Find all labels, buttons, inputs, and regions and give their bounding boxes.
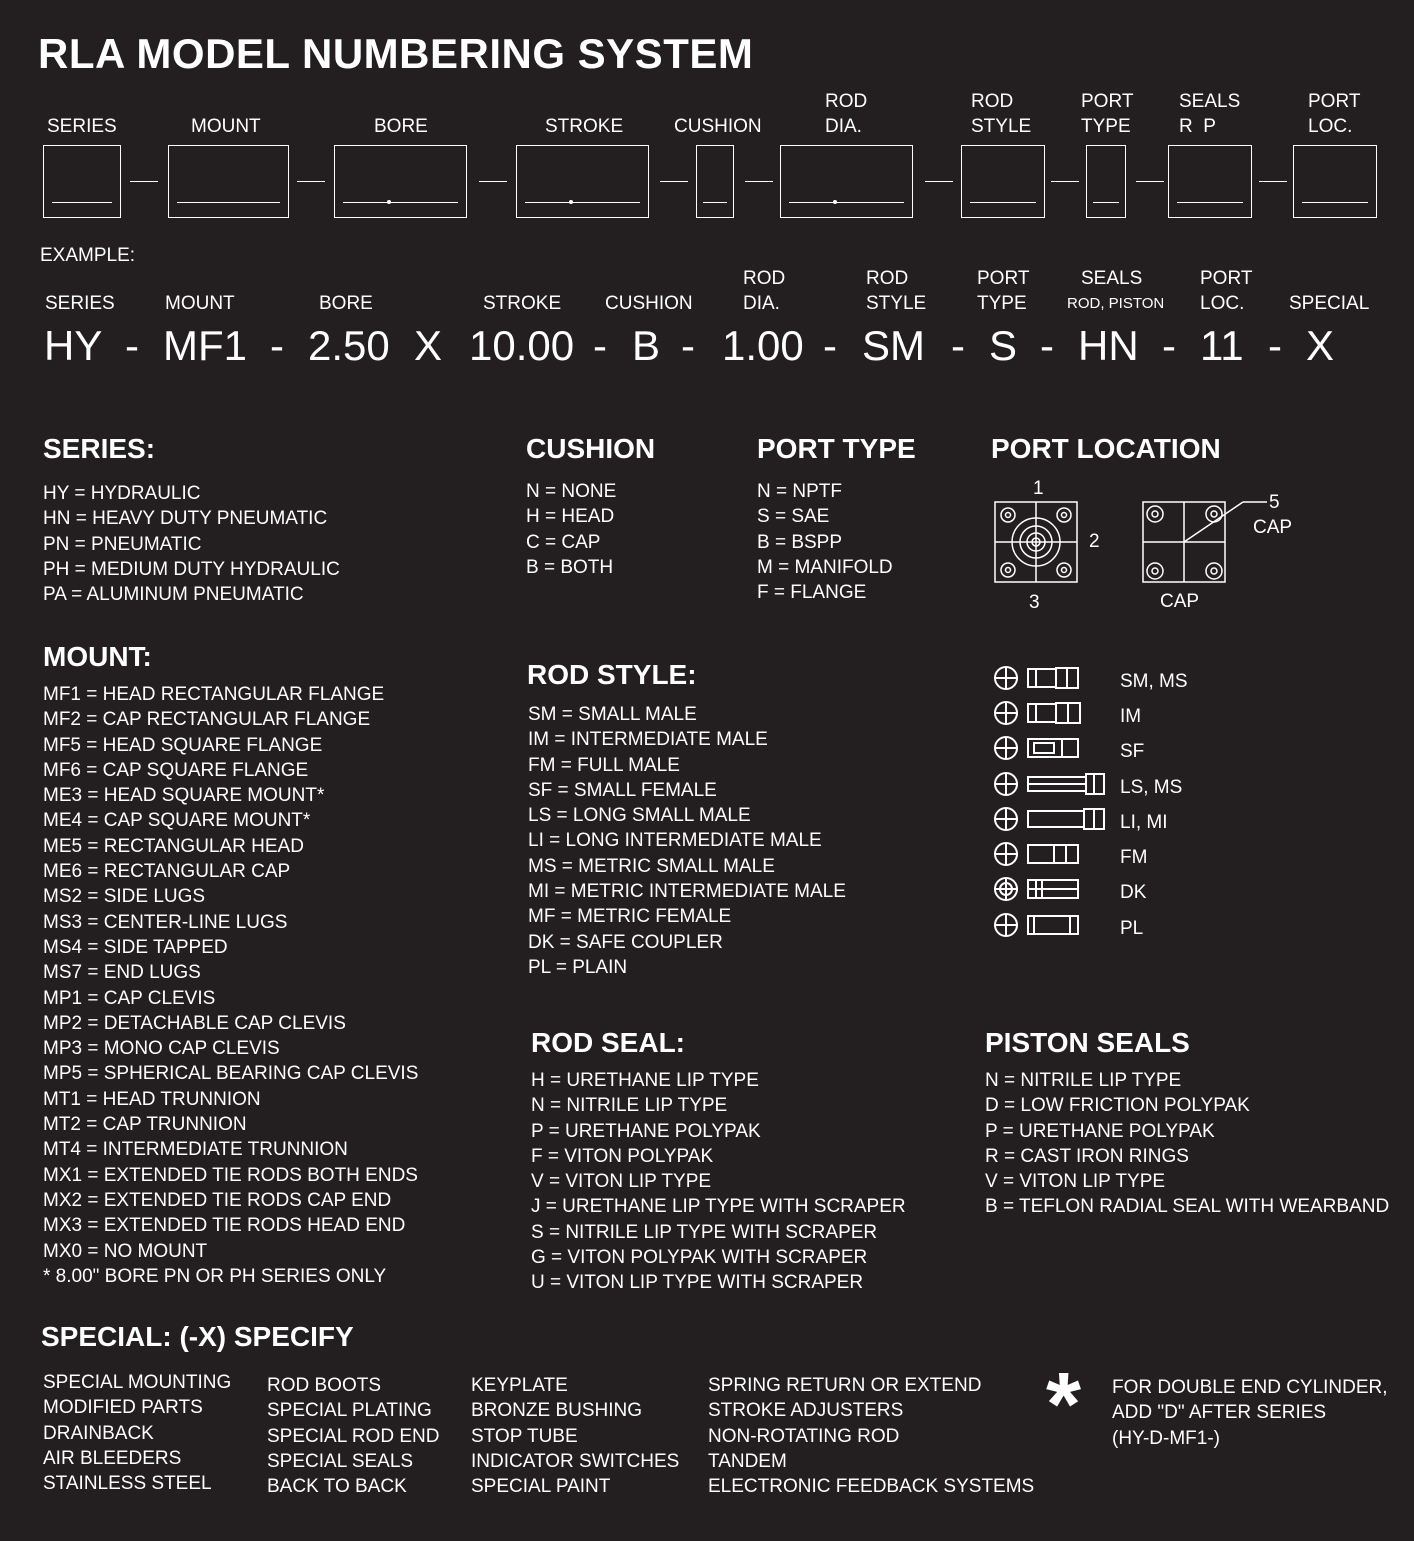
list-item: MX3 = EXTENDED TIE RODS HEAD END [43,1215,406,1237]
label-series: SERIES [47,116,117,137]
list-item: TANDEM [708,1450,787,1472]
example-sep: - [1268,322,1282,369]
rod-icon-label: LS, MS [1120,777,1183,798]
note-line: ADD "D" AFTER SERIES [1112,1402,1327,1424]
cushion-heading: CUSHION [526,433,656,464]
list-item: N = NITRILE LIP TYPE [531,1095,728,1117]
list-item: HN = HEAVY DUTY PNEUMATIC [43,508,328,530]
list-item: V = VITON LIP TYPE [985,1171,1166,1193]
double-end-note [1112,1375,1388,1451]
list-item: SPECIAL PLATING [267,1400,432,1422]
port-location-cap-bottom: CAP [1160,591,1200,612]
list-item: MT4 = INTERMEDIATE TRUNNION [43,1139,348,1161]
list-item: ROD BOOTS [267,1375,382,1396]
list-item: MS2 = SIDE LUGS [43,886,206,908]
asterisk-icon: * [1046,1355,1082,1455]
rod-icon-label: FM [1120,847,1148,868]
list-item: DK = SAFE COUPLER [528,931,723,953]
example-sep: - [593,322,607,369]
list-item: P = URETHANE POLYPAK [985,1120,1215,1142]
example-label-port-loc: PORT LOC. [1200,268,1253,314]
rod-icon-label: PL [1120,918,1144,939]
list-item: ELECTRONIC FEEDBACK SYSTEMS [708,1476,1035,1498]
separator-dash [745,181,773,182]
piston-seals-heading: PISTON SEALS [985,1027,1190,1058]
example-label-cushion: CUSHION [605,293,693,314]
list-item: SPECIAL PAINT [471,1476,611,1498]
list-item: SM = SMALL MALE [528,704,697,725]
example-cushion: B [632,322,661,369]
example-label-special: SPECIAL [1289,293,1370,314]
rod-seal-heading: ROD SEAL: [531,1027,685,1058]
rod-style-box [961,145,1045,218]
label-mount: MOUNT [191,116,261,137]
separator-dash [1259,181,1287,182]
stroke-box [516,145,649,218]
page-title: RLA MODEL NUMBERING SYSTEM [38,30,754,77]
separator-dash [1136,181,1164,182]
list-item: MF6 = CAP SQUARE FLANGE [43,759,309,781]
cushion-list [526,479,616,580]
list-item: FM = FULL MALE [528,754,680,776]
port-type-heading: PORT TYPE [757,433,916,464]
rod-icon-label: DK [1120,882,1147,903]
list-item: MX2 = EXTENDED TIE RODS CAP END [43,1189,392,1211]
rod-style-list [528,702,846,980]
example-sep: - [823,322,837,369]
list-item: MP3 = MONO CAP CLEVIS [43,1038,280,1060]
example-sep: - [125,322,139,369]
series-box [43,145,121,218]
rod-style-icons [990,660,1115,945]
rod-style-heading: ROD STYLE: [527,659,697,690]
list-item: MP2 = DETACHABLE CAP CLEVIS [43,1012,346,1034]
rod-seal-list [531,1068,906,1296]
list-item: B = TEFLON RADIAL SEAL WITH WEARBAND [985,1196,1390,1218]
list-item: SPECIAL SEALS [267,1450,414,1472]
list-item: STROKE ADJUSTERS [708,1400,904,1422]
list-item: ME6 = RECTANGULAR CAP [43,861,291,883]
example-label-bore: BORE [319,293,373,314]
example-sep: - [681,322,695,369]
example-sep: - [951,322,965,369]
special-col-4 [708,1373,1034,1499]
list-item: MF1 = HEAD RECTANGULAR FLANGE [43,684,385,705]
list-item: M = MANIFOLD [757,556,893,578]
list-item: PA = ALUMINUM PNEUMATIC [43,584,304,606]
port-location-1: 1 [1033,478,1044,499]
list-item: U = VITON LIP TYPE WITH SCRAPER [531,1272,864,1294]
special-col-2 [267,1373,439,1499]
special-col-3 [471,1373,679,1499]
list-item: * 8.00" BORE PN OR PH SERIES ONLY [43,1265,387,1287]
rod-icon-label: IM [1120,706,1142,727]
rod-icon-ls [995,773,1104,795]
rod-icon-label: LI, MI [1120,812,1168,833]
list-item: DRAINBACK [43,1422,154,1444]
list-item: N = NITRILE LIP TYPE [985,1070,1182,1091]
label-port-type: PORT TYPE [1081,91,1134,137]
separator-dash [297,181,325,182]
separator-dash [130,181,158,182]
example-label: EXAMPLE: [40,245,136,266]
list-item: P = URETHANE POLYPAK [531,1120,761,1142]
port-location-3: 3 [1029,592,1040,613]
list-item: MT2 = CAP TRUNNION [43,1114,247,1136]
label-stroke: STROKE [545,116,624,137]
port-type-list [757,479,893,605]
rod-icon-fm [995,843,1078,865]
label-rod-style: ROD STYLE [971,91,1032,137]
list-item: N = NONE [526,481,617,502]
list-item: MS7 = END LUGS [43,962,201,984]
example-rod-dia: 1.00 [722,322,804,369]
bore-box [334,145,467,218]
list-item: F = VITON POLYPAK [531,1145,714,1167]
rod-icon-im [995,702,1080,724]
special-col-1 [43,1370,231,1496]
list-item: PL = PLAIN [528,956,628,978]
list-item: BRONZE BUSHING [471,1400,643,1422]
list-item: LI = LONG INTERMEDIATE MALE [528,830,822,852]
separator-dash [479,181,507,182]
example-stroke: 10.00 [469,322,575,369]
note-line: (HY-D-MF1-) [1112,1427,1221,1449]
label-seals: SEALS R P [1179,91,1241,137]
separator-dash [1051,181,1079,182]
label-cushion: CUSHION [674,116,762,137]
mount-list [43,682,418,1289]
list-item: MODIFIED PARTS [43,1397,203,1419]
list-item: LS = LONG SMALL MALE [528,805,751,827]
special-heading: SPECIAL: (-X) SPECIFY [41,1321,354,1352]
list-item: H = URETHANE LIP TYPE [531,1070,759,1091]
list-item: D = LOW FRICTION POLYPAK [985,1095,1250,1117]
list-item: F = FLANGE [757,582,867,604]
list-item: ME3 = HEAD SQUARE MOUNT* [43,785,325,807]
list-item: C = CAP [526,531,601,553]
list-item: PH = MEDIUM DUTY HYDRAULIC [43,558,340,580]
note-line: FOR DOUBLE END CYLINDER, [1112,1377,1388,1398]
separator-dash [660,181,688,182]
list-item: MT1 = HEAD TRUNNION [43,1088,261,1110]
list-item: ME5 = RECTANGULAR HEAD [43,835,304,857]
port-loc-box [1293,145,1377,218]
list-item: INDICATOR SWITCHES [471,1450,680,1472]
list-item: SPECIAL MOUNTING [43,1372,232,1393]
label-port-loc: PORT LOC. [1308,91,1361,137]
list-item: STOP TUBE [471,1425,578,1447]
list-item: S = NITRILE LIP TYPE WITH SCRAPER [531,1221,878,1243]
example-label-mount: MOUNT [165,293,235,314]
list-item: S = SAE [757,506,830,528]
list-item: MF2 = CAP RECTANGULAR FLANGE [43,709,371,731]
list-item: IM = INTERMEDIATE MALE [528,729,768,751]
rod-icon-li [995,808,1104,830]
list-item: MX1 = EXTENDED TIE RODS BOTH ENDS [43,1164,418,1186]
series-list [43,481,340,607]
example-label-rod-dia: ROD DIA. [743,268,786,314]
list-item: R = CAST IRON RINGS [985,1145,1189,1167]
example-series: HY [44,322,103,369]
example-sep: - [1040,322,1054,369]
example-special: X [1306,322,1335,369]
example-x: X [414,322,443,369]
label-bore: BORE [374,116,428,137]
list-item: MF = METRIC FEMALE [528,906,732,928]
piston-seals-list [985,1068,1389,1220]
example-port-loc: 11 [1200,322,1244,369]
rod-icon-sm [995,667,1078,689]
example-seals: HN [1078,322,1139,369]
list-item: NON-ROTATING ROD [708,1425,900,1447]
list-item: ME4 = CAP SQUARE MOUNT* [43,810,311,832]
list-item: MS = METRIC SMALL MALE [528,855,775,877]
port-location-2: 2 [1089,531,1100,552]
rod-dia-box [780,145,913,218]
list-item: MS3 = CENTER-LINE LUGS [43,911,288,933]
list-item: MP5 = SPHERICAL BEARING CAP CLEVIS [43,1063,419,1085]
example-sep: - [1162,322,1176,369]
rod-icon-pl [995,914,1078,936]
list-item: MP1 = CAP CLEVIS [43,987,216,1009]
list-item: BACK TO BACK [267,1476,407,1498]
list-item: MF5 = HEAD SQUARE FLANGE [43,734,323,756]
list-item: G = VITON POLYPAK WITH SCRAPER [531,1247,868,1269]
list-item: SF = SMALL FEMALE [528,779,717,801]
rod-icon-dk [995,878,1078,900]
mount-box [168,145,289,218]
list-item: PN = PNEUMATIC [43,533,202,555]
example-label-seals: SEALS ROD, PISTON [1067,268,1165,312]
list-item: V = VITON LIP TYPE [531,1171,712,1193]
example-label-stroke: STROKE [483,293,562,314]
port-type-box [1086,145,1126,218]
list-item: B = BSPP [757,531,843,553]
list-item: STAINLESS STEEL [43,1473,212,1495]
list-item: MX0 = NO MOUNT [43,1240,208,1262]
rod-icon-label: SM, MS [1120,671,1188,692]
rod-icon-label: SF [1120,741,1145,762]
list-item: SPRING RETURN OR EXTEND [708,1375,982,1396]
list-item: HY = HYDRAULIC [43,483,201,504]
list-item: N = NPTF [757,481,842,502]
example-label-series: SERIES [45,293,115,314]
list-item: MI = METRIC INTERMEDIATE MALE [528,881,846,903]
list-item: AIR BLEEDERS [43,1447,182,1469]
example-label-rod-style: ROD STYLE [866,268,927,314]
mount-heading: MOUNT: [43,641,152,672]
example-rod-style: SM [862,322,925,369]
cushion-box [696,145,734,218]
rod-icon-sf [995,737,1078,759]
list-item: SPECIAL ROD END [267,1425,440,1447]
list-item: J = URETHANE LIP TYPE WITH SCRAPER [531,1196,906,1218]
separator-dash [925,181,953,182]
port-location-5: 5 [1269,492,1280,513]
example-bore: 2.50 [308,322,390,369]
seals-box [1168,145,1252,218]
list-item: B = BOTH [526,556,614,578]
list-item: MS4 = SIDE TAPPED [43,936,228,958]
example-sep: - [270,322,284,369]
example-label-port-type: PORT TYPE [977,268,1030,314]
port-location-cap-label: CAP [1253,517,1293,538]
port-location-heading: PORT LOCATION [991,433,1221,464]
example-port-type: S [989,322,1018,369]
list-item: KEYPLATE [471,1375,568,1396]
label-rod-dia: ROD DIA. [825,91,868,137]
example-mount: MF1 [163,322,247,369]
series-heading: SERIES: [43,433,156,464]
list-item: H = HEAD [526,506,615,528]
